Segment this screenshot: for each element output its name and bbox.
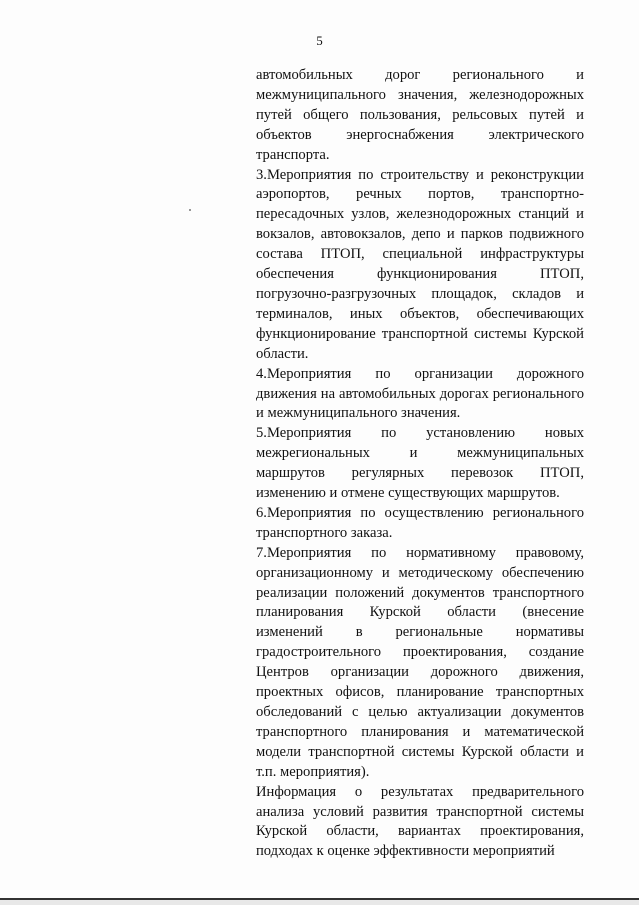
paragraph-item-4: 4.Мероприятия по организации дорожного движения на автомобильных дорогах регионального и межмуниципального значения. <box>256 365 584 422</box>
paragraph-item-7: 7.Мероприятия по нормативному правовому, организационному и методическому обеспечению реализации положений документов транспортного планирования Курской области (внесение изменений в региональные нормативы градостроительного проектирования, создание Центров организации дорожного движения, проектных офисов, планирование транспортных обследований с целью актуализации документов транспортного планирования и математической модели транспортной системы Курской области и т.п. мероприятия). <box>256 544 584 780</box>
paragraph-item-5: 5.Мероприятия по установлению новых межрегиональных и межмуниципальных маршрутов регулярных перевозок ПТОП, изменению и отмене существующих маршрутов. <box>256 425 584 502</box>
page-number: 5 <box>316 33 323 48</box>
paragraph-item-3: 3.Мероприятия по строительству и реконструкции аэропортов, речных портов, транспортно-пересадочных узлов, железнодорожных станций и вокзалов, автовокзалов, депо и парков подвижного состава ПТОП, специальной инфраструктуры обеспечения функционирования ПТОП, погрузочно-разгрузочных площадок, складов и терминалов, иных объектов, обеспечивающих функционирование транспортной системы Курской области. <box>256 166 584 362</box>
body-text <box>256 66 584 862</box>
paragraph-continuation: автомобильных дорог регионального и межмуниципального значения, железнодорожных путей общего пользования, рельсовых путей и объектов энергоснабжения электрического транспорта. <box>256 67 584 163</box>
paragraph-item-6: 6.Мероприятия по осуществлению регионального транспортного заказа. <box>256 504 584 541</box>
page-bottom-strip <box>0 900 639 905</box>
scan-artifact-dot <box>189 209 191 211</box>
paragraph-information: Информация о результатах предварительного анализа условий развития транспортной системы Курской области, вариантах проектирования, подходах к оценке эффективности мероприятий <box>256 783 584 860</box>
